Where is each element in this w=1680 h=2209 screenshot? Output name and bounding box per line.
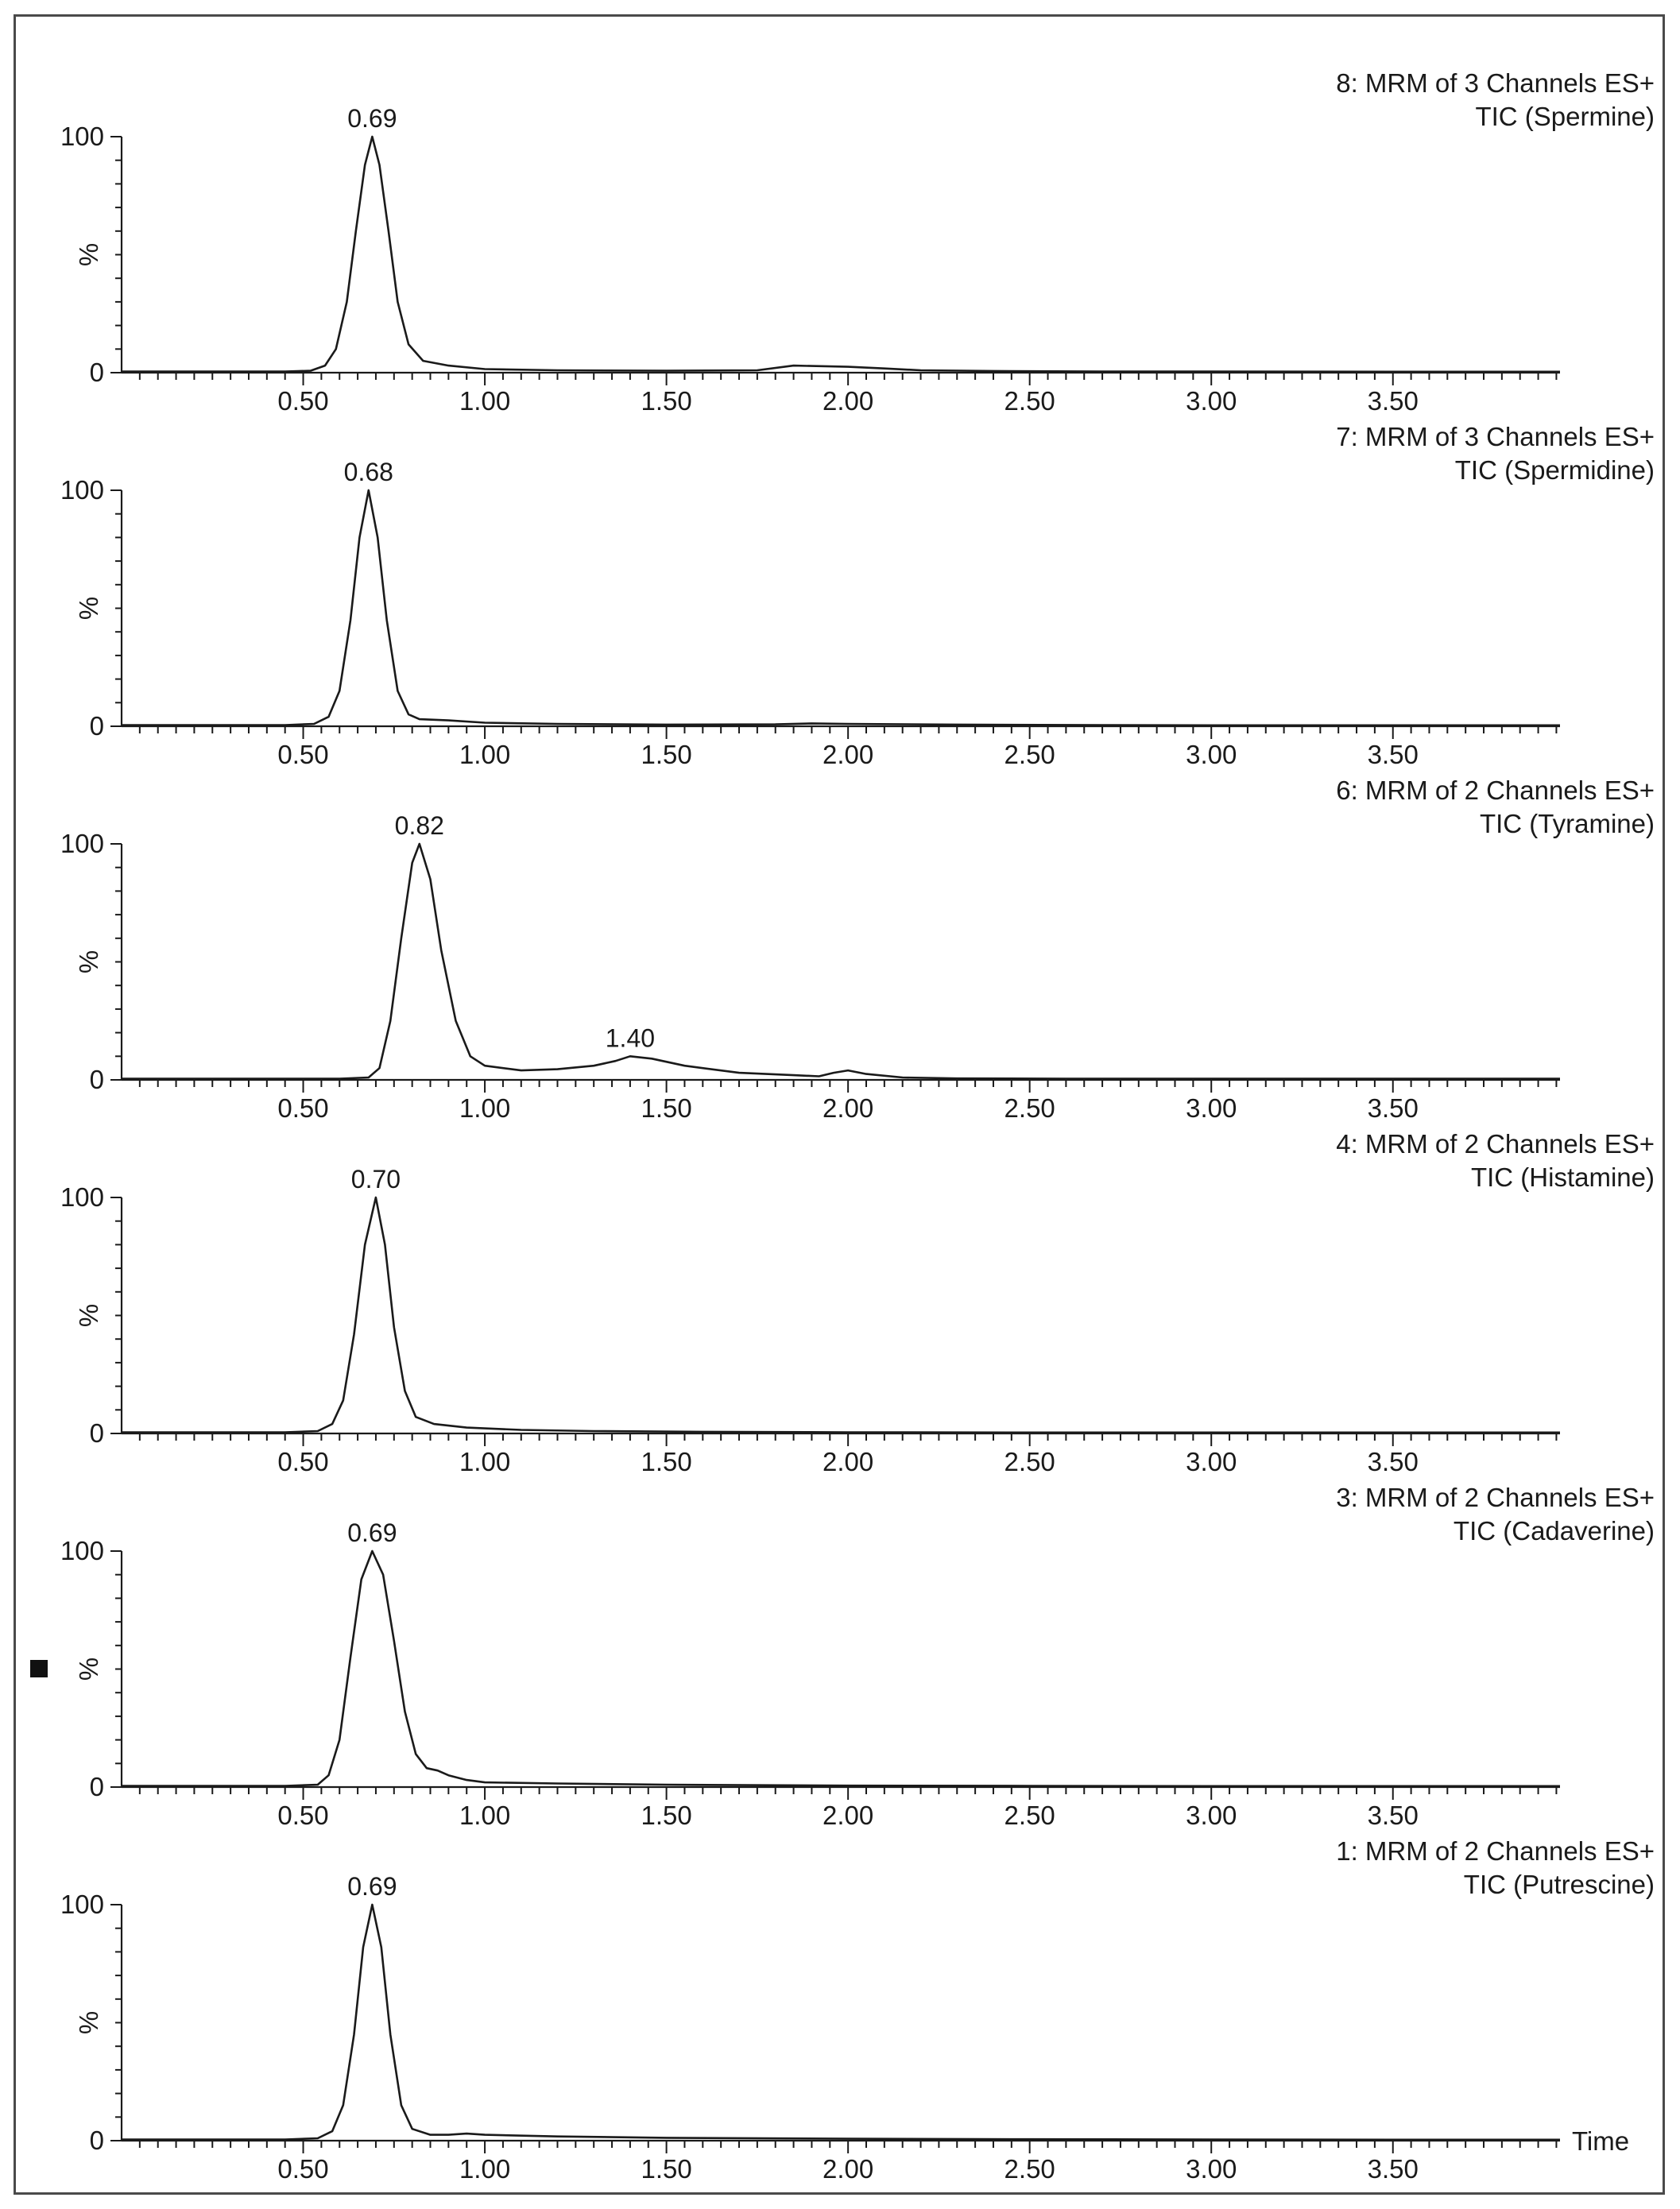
panel-title: 8: MRM of 3 Channels ES+	[1336, 68, 1655, 98]
x-tick-label: 2.50	[1004, 1801, 1055, 1830]
y-tick-label: 100	[60, 1182, 104, 1212]
peak-label: 0.68	[343, 458, 393, 486]
peak-label: 1.40	[605, 1023, 656, 1053]
chromatogram-trace	[122, 1551, 1560, 1786]
panel-subtitle: TIC (Spermidine)	[1454, 455, 1655, 485]
marker-square	[30, 1660, 48, 1677]
x-tick-label: 2.00	[823, 386, 874, 416]
x-tick-label: 1.50	[641, 386, 692, 416]
y-tick-label: 0	[89, 2126, 104, 2155]
x-tick-label: 3.00	[1186, 1447, 1237, 1476]
x-tick-label: 3.00	[1186, 1093, 1237, 1123]
y-axis-label: %	[74, 242, 103, 267]
y-axis-label: %	[74, 1657, 103, 1681]
y-axis-label: %	[74, 1303, 103, 1328]
y-tick-label: 100	[60, 1890, 104, 1919]
panel-title: 3: MRM of 2 Channels ES+	[1336, 1483, 1655, 1512]
x-tick-label: 2.50	[1004, 2154, 1055, 2184]
panel-title: 6: MRM of 2 Channels ES+	[1336, 776, 1655, 805]
y-tick-label: 0	[89, 1772, 104, 1801]
x-tick-label: 1.00	[459, 740, 511, 769]
x-tick-label: 1.00	[459, 1447, 511, 1476]
panel-subtitle: TIC (Spermine)	[1475, 102, 1655, 131]
x-tick-label: 1.50	[641, 1447, 692, 1476]
y-axis-label: %	[74, 2010, 103, 2035]
x-tick-label: 2.50	[1004, 386, 1055, 416]
x-tick-label: 0.50	[277, 1093, 329, 1123]
peak-label: 0.69	[347, 104, 397, 133]
peak-label: 0.69	[347, 1872, 397, 1901]
x-tick-label: 2.00	[823, 740, 874, 769]
y-tick-label: 100	[60, 1536, 104, 1565]
peak-label: 0.69	[347, 1518, 397, 1547]
x-tick-label: 1.50	[641, 1093, 692, 1123]
x-tick-label: 1.00	[459, 1801, 511, 1830]
x-tick-label: 2.50	[1004, 740, 1055, 769]
x-axis-label: Time	[1572, 2126, 1630, 2156]
x-tick-label: 3.50	[1367, 1801, 1419, 1830]
x-tick-label: 2.00	[823, 1093, 874, 1123]
x-tick-label: 2.50	[1004, 1447, 1055, 1476]
panel-title: 7: MRM of 3 Channels ES+	[1336, 422, 1655, 451]
panel-title: 1: MRM of 2 Channels ES+	[1336, 1836, 1655, 1866]
x-tick-label: 2.50	[1004, 1093, 1055, 1123]
x-tick-label: 1.50	[641, 740, 692, 769]
panel-subtitle: TIC (Putrescine)	[1463, 1870, 1655, 1899]
x-tick-label: 0.50	[277, 386, 329, 416]
y-tick-label: 100	[60, 829, 104, 858]
y-tick-label: 0	[89, 711, 104, 741]
x-tick-label: 3.00	[1186, 1801, 1237, 1830]
x-tick-label: 1.50	[641, 1801, 692, 1830]
x-tick-label: 3.00	[1186, 2154, 1237, 2184]
x-tick-label: 3.00	[1186, 740, 1237, 769]
x-tick-label: 3.50	[1367, 386, 1419, 416]
x-tick-label: 3.00	[1186, 386, 1237, 416]
x-tick-label: 0.50	[277, 740, 329, 769]
peak-label: 0.70	[350, 1165, 401, 1193]
x-tick-label: 1.00	[459, 2154, 511, 2184]
y-tick-label: 0	[89, 1418, 104, 1448]
y-axis-label: %	[74, 596, 103, 621]
x-tick-label: 0.50	[277, 2154, 329, 2184]
panel-title: 4: MRM of 2 Channels ES+	[1336, 1129, 1655, 1159]
x-tick-label: 3.50	[1367, 2154, 1419, 2184]
chromatogram-trace	[122, 844, 1560, 1079]
x-tick-label: 1.50	[641, 2154, 692, 2184]
x-tick-label: 2.00	[823, 1447, 874, 1476]
x-tick-label: 1.00	[459, 386, 511, 416]
chromatogram-trace	[122, 490, 1560, 725]
y-tick-label: 0	[89, 1065, 104, 1094]
y-axis-label: %	[74, 950, 103, 974]
x-tick-label: 3.50	[1367, 740, 1419, 769]
y-tick-label: 0	[89, 358, 104, 387]
peak-label: 0.82	[394, 811, 444, 840]
x-tick-label: 1.00	[459, 1093, 511, 1123]
chromatogram-trace	[122, 1905, 1560, 2140]
x-tick-label: 0.50	[277, 1447, 329, 1476]
panel-subtitle: TIC (Tyramine)	[1479, 809, 1655, 838]
chromatogram-trace	[122, 137, 1560, 372]
x-tick-label: 3.50	[1367, 1447, 1419, 1476]
chromatogram-trace	[122, 1197, 1560, 1433]
x-tick-label: 3.50	[1367, 1093, 1419, 1123]
x-tick-label: 0.50	[277, 1801, 329, 1830]
x-tick-label: 2.00	[823, 1801, 874, 1830]
panel-subtitle: TIC (Cadaverine)	[1453, 1516, 1655, 1546]
panel-subtitle: TIC (Histamine)	[1470, 1163, 1655, 1192]
y-tick-label: 100	[60, 122, 104, 151]
y-tick-label: 100	[60, 475, 104, 505]
x-tick-label: 2.00	[823, 2154, 874, 2184]
